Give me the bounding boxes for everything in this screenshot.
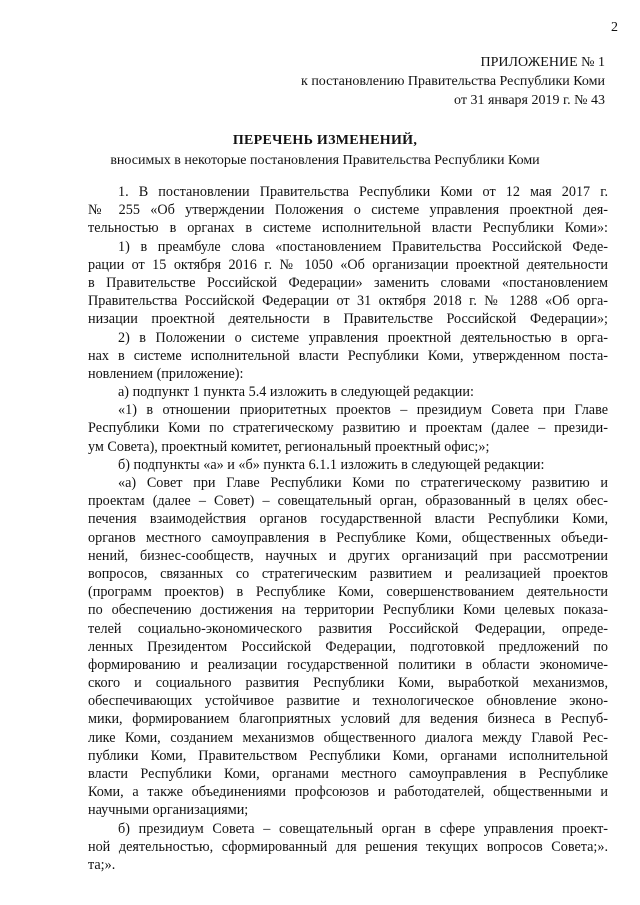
text-line: ского и социального развития Республики Коми, выработкой механизмов, [88,675,608,692]
document-body [88,183,608,874]
text-line: ной деятельностью, сформированный для решения текущих вопросов Совета;». [88,838,608,855]
text-line: новлением (приложение): [88,365,244,382]
text-line: ум Совета), проектный комитет, региональный проектный офис;»; [88,438,490,455]
appendix-header [301,53,605,110]
text-line: «1) в отношении приоритетных проектов – президиум Совета при Главе [118,402,608,419]
text-line: «а) Совет при Главе Республики Коми по стратегическому развитию и [118,475,608,491]
text-line: а) подпункт 1 пункта 5.4 изложить в следующей редакции: [118,384,474,401]
text-line: 1. В постановлении Правительства Республики Коми от 12 мая 2017 г. [118,184,608,200]
appendix-decree-date: от 31 января 2019 г. № 43 [454,93,605,108]
text-line: лике Коми, созданием механизмов общественного диалога между Главой Рес- [88,729,608,746]
text-line: телей социально-экономического развития Российской Федерации, опреде- [88,620,608,637]
text-line: органов местного самоуправления в Республике Коми, общественных объеди- [88,529,608,546]
text-line: тельностью в органах в системе исполнительной власти Республики Коми»: [88,220,608,237]
text-line: ленных Президентом Российской Федерации, подготовкой предложений по [88,638,608,655]
text-line: проектам (далее – Совет) – совещательный орган, образованный в целях обес- [88,493,608,510]
page-number: 2 [611,20,618,35]
text-line: 2) в Положении о системе управления проектной деятельностью в орга- [118,329,608,346]
title-block [60,131,590,171]
text-line: власти Республики Коми, органами местного самоуправления в Республике [88,766,608,782]
text-line: в Правительстве Российской Федерации» заменить словами «постановлением [88,274,608,291]
text-line: нах в системе исполнительной власти Республики Коми, утвержденном поста- [88,347,608,364]
text-line: та;». [88,856,116,873]
appendix-decree-ref: к постановлению Правительства Республики Коми [301,74,605,89]
text-line: низации проектной деятельности в Правительстве Российской Федерации»; [88,311,608,328]
text-line: (программ проектов) в Республике Коми, совершенствованием деятельности [88,584,608,601]
document-title: ПЕРЕЧЕНЬ ИЗМЕНЕНИЙ, [232,133,418,148]
text-line: 1) в преамбуле слова «постановлением Правительства Российской Феде- [118,238,608,255]
text-line: обеспечивающих устойчивое развитие и технологическое обновление эконо- [88,693,608,710]
text-line: № 255 «Об утверждении Положения о системе управления проектной дея- [88,202,608,219]
text-line: б) подпункты «а» и «б» пункта 6.1.1 изложить в следующей редакции: [118,456,545,473]
text-line: научными организациями; [88,802,249,819]
text-line: формированию и реализации государственной политики в области экономиче- [88,656,608,673]
text-line: вопросов, связанных со стратегическим развитием и реализацией проектов [88,565,608,582]
text-line: Правительства Российской Федерации от 31 октября 2018 г. № 1288 «Об орга- [88,293,608,310]
text-line: рации от 15 октября 2016 г. № 1050 «Об организации проектной деятельности [88,256,608,273]
text-line: Коми, а также объединениями профсоюзов и работодателей, общественными и [88,784,608,801]
text-line: нений, бизнес-сообществ, научных и других организаций при рассмотрении [88,547,608,564]
text-line: Республики Коми по стратегическому развитию и проектам (далее – президи- [88,420,608,437]
text-line: по обеспечению достижения на территории Республики Коми целевых показа- [88,602,608,619]
appendix-label: ПРИЛОЖЕНИЕ № 1 [480,55,605,70]
text-line: б) президиум Совета – совещательный орган в сфере управления проект- [118,820,608,837]
text-line: публики Коми, Правительством Республики Коми, органами исполнительной [88,747,608,764]
document-subtitle: вносимых в некоторые постановления Правительства Республики Коми [110,153,540,168]
text-line: мики, формированием благоприятных условий для ведения бизнеса в Респуб- [88,711,608,728]
text-line: печения взаимодействия органов государственной власти Республики Коми, [88,511,608,528]
